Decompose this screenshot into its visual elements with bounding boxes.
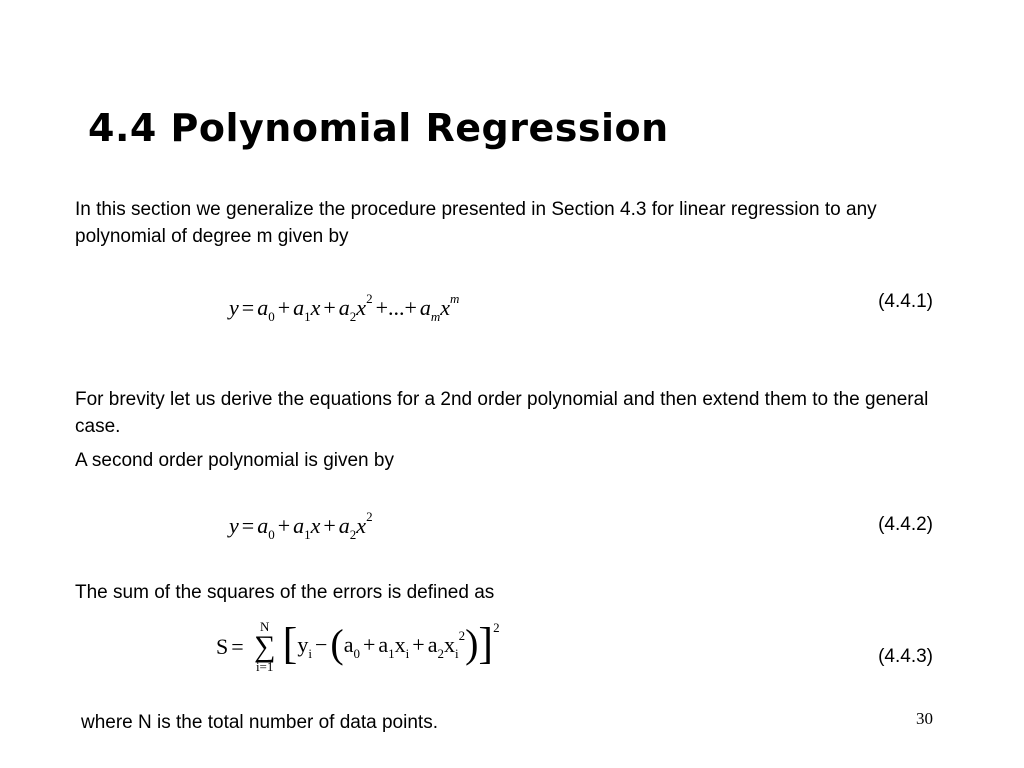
equation-label-4-4-3: (4.4.3)	[878, 646, 933, 667]
sum-squares-paragraph: The sum of the squares of the errors is defined as	[75, 582, 495, 603]
equation-4-4-3: S = N ∑ i=1 $[y_i -(a_0 + a_1x_i + a_2x_i^2)]^2$	[216, 619, 500, 674]
intro-paragraph: In this section we generalize the procedure presented in Section 4.3 for linear regression to any polynomial of degree m given by	[75, 199, 877, 247]
summation-symbol: N ∑ i=1	[253, 619, 276, 674]
page-number: 30	[916, 709, 933, 728]
equation-4-4-1: $y = a_0 + a_1x + a_2x^2$ +...+ $a_mx^m$	[229, 291, 460, 324]
where-paragraph: where N is the total number of data points.	[81, 712, 438, 733]
brevity-paragraph: For brevity let us derive the equations for a 2nd order polynomial and then extend them to the general case.	[75, 389, 929, 437]
equation-label-4-4-1: (4.4.1)	[878, 291, 933, 312]
slide-title: 4.4 Polynomial Regression	[88, 106, 669, 150]
equation-label-4-4-2: (4.4.2)	[878, 514, 933, 535]
equation-4-4-2: $y = a_0 + a_1x + a_2x^2$	[229, 509, 373, 542]
second-order-paragraph: A second order polynomial is given by	[75, 450, 394, 471]
